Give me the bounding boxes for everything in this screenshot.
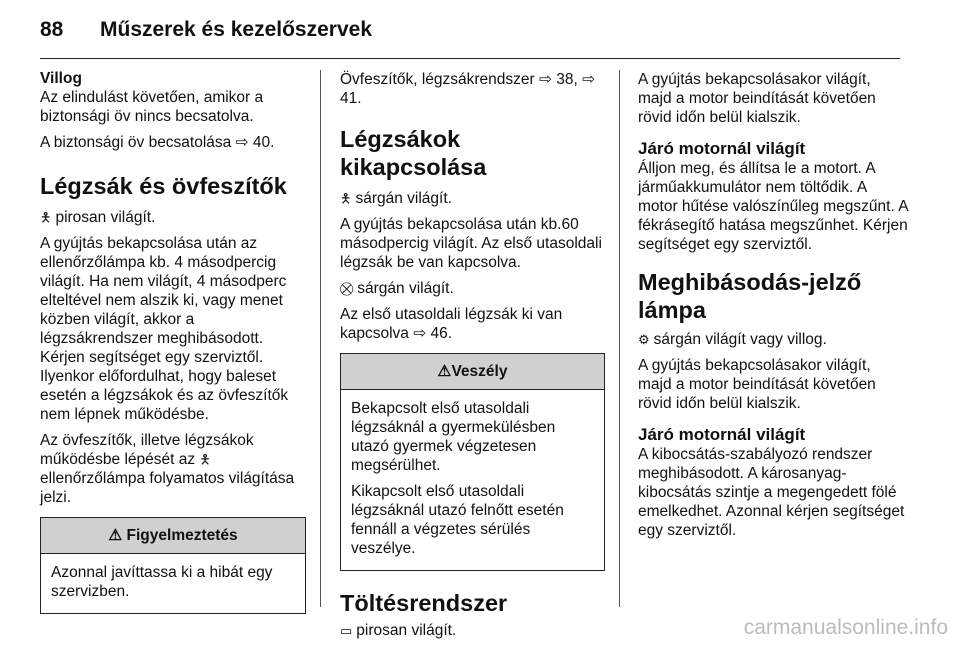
page-title: Műszerek és kezelőszervek bbox=[100, 18, 373, 41]
airbag-off-paragraph: Az első utasoldali légzsák ki van kapcsolva ⇨ 46. bbox=[340, 306, 563, 342]
charging-paragraph: A gyújtás bekapcsolásakor világít, majd a motor beindítását követően rövid időn belül kialszik. bbox=[638, 71, 876, 126]
header-rule bbox=[40, 58, 900, 59]
engine-icon: ⚙ bbox=[638, 332, 650, 347]
warning-title: Figyelmeztetés bbox=[126, 527, 238, 544]
column-1 bbox=[40, 70, 306, 628]
running-heading-1: Járó motornál világít bbox=[638, 139, 806, 158]
running-paragraph-1: Álljon meg, és állítsa le a motort. A járműakkumulátor nem töltődik. A motor hűtése valószínűleg megszűnt. A fékrásegítő hatása megszűnhet. Kérjen segítséget egy szerviztől. bbox=[638, 160, 908, 253]
airbag-off-text: sárgán világít. bbox=[357, 280, 454, 297]
column-divider bbox=[619, 70, 620, 607]
warning-box-header bbox=[41, 518, 305, 554]
airbag-paragraph-1: A gyújtás bekapcsolása után az ellenőrzőlámpa kb. 4 másodpercig világít. Ha nem világít, 4 másodperc elteltével nem alszik ki, vagy menet közben világít, akkor a légzsákrendszer meghibásodott. Kérjen segítséget egy szerviztől. Ilyenkor előfordulhat, hogy baleset esetén a légzsákok és az övfeszítők nem lépnek működésbe. bbox=[40, 235, 289, 423]
mil-paragraph: A gyújtás bekapcsolásakor világít, majd a motor beindítását követően rövid időn belül kialszik. bbox=[638, 357, 876, 412]
airbag-on-paragraph: A gyújtás bekapcsolása után kb.60 másodpercig világít. Az első utasoldali légzsák be van kapcsolva. bbox=[340, 216, 602, 271]
warning-triangle-icon: ⚠ bbox=[108, 527, 123, 544]
warning-box bbox=[40, 517, 306, 614]
airbag-on-icon: 🯅 bbox=[340, 191, 352, 206]
airbag-deactivation-heading: Légzsákok kikapcsolása bbox=[340, 126, 487, 180]
mil-status bbox=[638, 330, 908, 349]
watermark: carmanualsonline.info bbox=[743, 616, 948, 639]
airbag-off-status bbox=[340, 279, 605, 298]
warning-body: Azonnal javíttassa ki a hibát egy szervizben. bbox=[51, 564, 273, 600]
airbag-status-text: pirosan világít. bbox=[55, 209, 156, 226]
airbag-icon: 🯅 bbox=[199, 452, 211, 467]
warning-triangle-icon: ⚠ bbox=[437, 363, 452, 380]
airbag-on-status bbox=[340, 189, 605, 208]
charging-heading: Töltésrendszer bbox=[340, 590, 508, 616]
page-header bbox=[40, 18, 372, 42]
airbag-icon: 🯅 bbox=[40, 210, 52, 225]
running-paragraph-2: A kibocsátás-szabályozó rendszer meghibásodott. A károsanyag-kibocsátás szintje a megengedett fölé emelkedhet. Azonnal kérjen segítséget egy szerviztől. bbox=[638, 446, 905, 539]
column-divider bbox=[320, 70, 321, 607]
charging-status-text: pirosan világít. bbox=[356, 622, 457, 639]
pretensioner-ref: Övfeszítők, légzsákrendszer ⇨ 38, ⇨ 41. bbox=[340, 71, 596, 107]
airbag-paragraph-2b: ellenőrzőlámpa folyamatos világítása jelzi. bbox=[40, 470, 295, 506]
villog-text: Az elindulást követően, amikor a biztonsági öv nincs becsatolva. bbox=[40, 89, 264, 125]
danger-paragraph-1: Bekapcsolt első utasoldali légzsáknál a gyermekülésben utazó gyermek végzetesen megsérülhet. bbox=[351, 400, 556, 474]
airbag-status bbox=[40, 208, 306, 227]
mil-heading-line-2: lámpa bbox=[638, 297, 706, 323]
airbag-paragraph-2a: Az övfeszítők, illetve légzsákok működésbe lépését az bbox=[40, 432, 254, 468]
running-heading-2: Járó motornál világít bbox=[638, 425, 806, 444]
danger-box-header bbox=[341, 354, 604, 390]
page-number: 88 bbox=[40, 18, 64, 41]
charging-status bbox=[340, 621, 605, 640]
villog-heading: Villog bbox=[40, 70, 82, 87]
fasten-text: A biztonsági öv becsatolása ⇨ 40. bbox=[40, 134, 275, 151]
column-3 bbox=[638, 70, 908, 547]
mil-heading bbox=[638, 268, 908, 324]
danger-box bbox=[340, 353, 605, 571]
mil-heading-line-1: Meghibásodás-jelző bbox=[638, 269, 862, 295]
mil-status-text: sárgán világít vagy villog. bbox=[653, 331, 827, 348]
airbag-off-icon: ⛒ bbox=[340, 281, 354, 296]
airbag-on-text: sárgán világít. bbox=[355, 190, 452, 207]
battery-icon: ▭ bbox=[340, 623, 353, 638]
danger-title: Veszély bbox=[451, 363, 508, 380]
danger-paragraph-2: Kikapcsolt első utasoldali légzsáknál utazó felnőtt esetén fennáll a végzetes sérülés veszélye. bbox=[351, 483, 564, 557]
airbag-paragraph-2 bbox=[40, 431, 306, 507]
column-2 bbox=[340, 70, 605, 647]
airbag-heading: Légzsák és övfeszítők bbox=[40, 173, 287, 199]
